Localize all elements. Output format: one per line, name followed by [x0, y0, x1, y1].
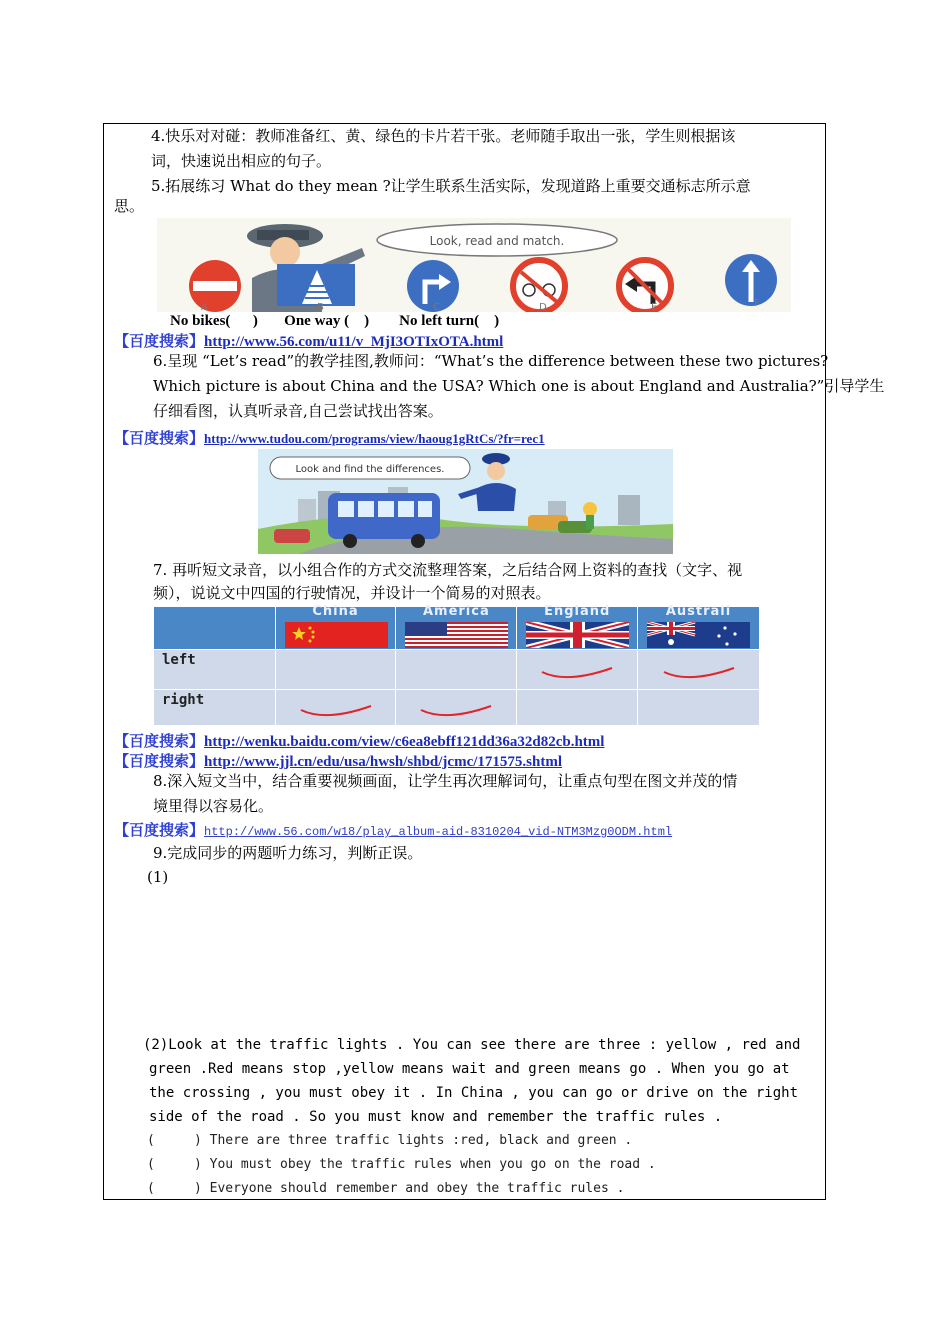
step8-line1: 8.深入短文当中，结合重要视频画面，让学生再次理解词句，让重点句型在图文并茂的情: [153, 772, 738, 790]
australia-flag-icon: [647, 622, 750, 648]
red-mark-icon: [291, 700, 381, 724]
usa-flag-icon: [405, 622, 508, 648]
country-name: England: [544, 604, 611, 619]
table-corner-cell: [154, 607, 276, 650]
search-row-1: [114, 331, 503, 352]
cell-left-china: [275, 650, 396, 690]
country-name: China: [312, 604, 359, 619]
step5-line2: 思。: [114, 197, 145, 215]
no-entry-sign-icon: [189, 260, 241, 312]
question-2-line1: (2)Look at the traffic lights . You can see there are three : yellow , red and: [143, 1037, 801, 1053]
diff-banner-text: Look and find the differences.: [295, 464, 445, 475]
sign-letter: C: [433, 302, 440, 312]
sign-letter: E: [651, 302, 658, 312]
cell-right-england: [517, 690, 638, 726]
search-link-1[interactable]: http://www.56.com/u11/v_MjI3OTIxOTA.html: [204, 334, 504, 350]
red-mark-icon: [654, 662, 744, 686]
search-link-5[interactable]: http://www.56.com/w18/play_album-aid-8310204_vid-NTM3Mzg0ODM.html: [204, 825, 673, 839]
step4-line1: 4.快乐对对碰：教师准备红、黄、绿色的卡片若干张。老师随手取出一张，学生则根据该: [151, 127, 736, 145]
uk-flag-icon: [526, 622, 629, 648]
country-header-australia: [638, 604, 760, 650]
step7-line2: 频），说说文中四国的行驶情况，并设计一个简易的对照表。: [153, 584, 551, 602]
question-2-line3: the crossing , you must obey it . In China , you can go or drive on the right: [149, 1085, 799, 1101]
red-mark-icon: [532, 662, 622, 686]
country-header-england: [517, 604, 638, 650]
china-flag-icon: [285, 622, 388, 648]
match-answer-line: No bikes( ) One way ( ) No left turn( ): [170, 313, 500, 329]
step7-line1: 7. 再听短文录音，以小组合作的方式交流整理答案，之后结合网上资料的查找（文字、视: [153, 561, 743, 579]
step6-line1: 6.呈现 “Let’s read”的教学挂图,教师问：“What’s the difference between these two pictures?: [153, 352, 829, 370]
cell-left-england: [517, 650, 638, 690]
crossing-sign-icon: [277, 264, 355, 306]
speech-bubble: [377, 224, 617, 256]
sign-letter: B: [317, 302, 324, 312]
no-left-turn-sign-icon: [619, 260, 671, 312]
true-false-item-3: ( ) Everyone should remember and obey the traffic rules .: [147, 1181, 625, 1196]
sign-letter: F: [754, 298, 760, 309]
baidu-search-tag: 【百度搜索】: [114, 821, 205, 839]
sign-letter: D: [539, 302, 547, 312]
sign-letter: A: [201, 302, 208, 312]
baidu-search-tag: 【百度搜索】: [114, 332, 205, 350]
row-label-left: left: [154, 650, 276, 690]
baidu-search-tag: 【百度搜索】: [114, 752, 205, 770]
differences-picture: [258, 449, 673, 554]
country-header-america: [396, 604, 517, 650]
search-row-4: [114, 751, 562, 772]
cell-right-america: [396, 690, 517, 726]
true-false-item-1: ( ) There are three traffic lights :red, black and green .: [147, 1133, 633, 1148]
search-row-3: [114, 731, 604, 752]
search-row-2: [114, 428, 545, 449]
cell-right-china: [275, 690, 396, 726]
country-name: Australi: [665, 604, 732, 619]
question-2-line2: green .Red means stop ,yellow means wait and green means go . When you go at: [149, 1061, 790, 1077]
signs-banner-text: Look, read and match.: [429, 234, 565, 248]
step5-line1: 5.拓展练习 What do they mean ?让学生联系生活实际，发现道路上重要交通标志所示意: [151, 177, 751, 195]
baidu-search-tag: 【百度搜索】: [114, 732, 205, 750]
driving-side-table: [153, 606, 760, 726]
true-false-item-2: ( ) You must obey the traffic rules when you go on the road .: [147, 1157, 656, 1172]
search-link-4[interactable]: http://www.jjl.cn/edu/usa/hwsh/shbd/jcmc/171575.shtml: [204, 754, 562, 770]
step6-line3: 仔细看图，认真听录音,自己尝试找出答案。: [153, 402, 443, 420]
search-link-3[interactable]: http://wenku.baidu.com/view/c6ea8ebff121dd36a32d82cb.html: [204, 734, 605, 750]
row-label-right: right: [154, 690, 276, 726]
cell-left-australia: [638, 650, 760, 690]
step9-line: 9.完成同步的两题听力练习，判断正误。: [153, 844, 423, 862]
search-link-2[interactable]: http://www.tudou.com/programs/view/haoug1gRtCs/?fr=rec1: [204, 431, 545, 446]
road-signs-picture: [157, 218, 791, 312]
one-way-sign-icon: [725, 254, 777, 306]
step4-line2: 词，快速说出相应的句子。: [151, 152, 332, 170]
red-mark-icon: [411, 700, 501, 724]
step8-line2: 境里得以容易化。: [153, 797, 274, 815]
country-name: America: [422, 604, 490, 619]
cell-left-america: [396, 650, 517, 690]
step6-line2: Which picture is about China and the USA? Which one is about England and Australia?”引导学生: [153, 377, 885, 395]
baidu-search-tag: 【百度搜索】: [114, 429, 205, 447]
speech-bubble: [270, 457, 470, 479]
question-2-line4: side of the road . So you must know and remember the traffic rules .: [149, 1109, 723, 1125]
cell-right-australia: [638, 690, 760, 726]
search-row-5: [114, 820, 672, 842]
question-1-label: (1): [147, 868, 169, 886]
country-header-china: [275, 604, 396, 650]
